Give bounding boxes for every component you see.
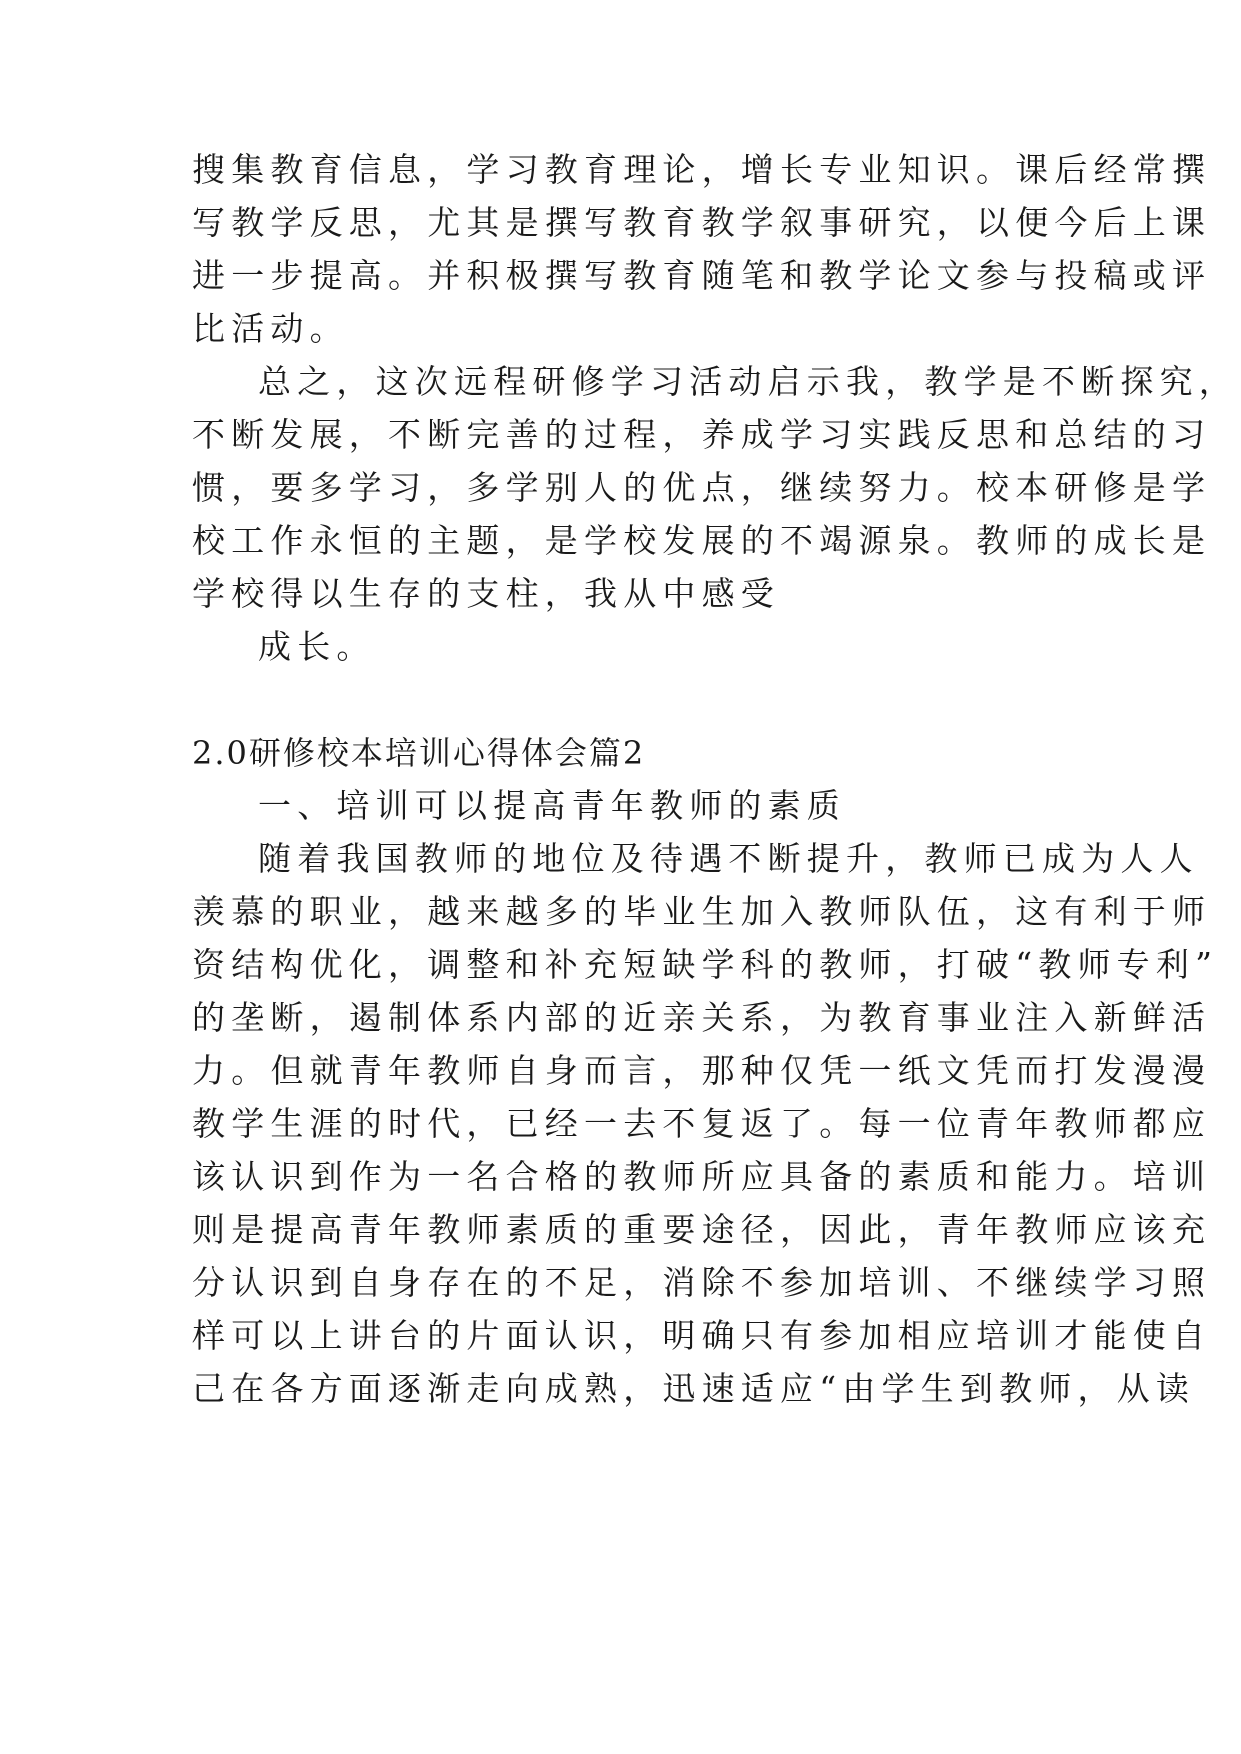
body-text-line: 进一步提高。并积极撰写教育随笔和教学论文参与投稿或评: [192, 256, 1212, 295]
body-text-line: 比活动。: [192, 309, 349, 348]
body-text-line: 不断发展，不断完善的过程，养成学习实践反思和总结的习: [192, 415, 1212, 454]
body-text-line: 资结构优化，调整和补充短缺学科的教师，打破“教师专利”: [192, 945, 1219, 984]
body-text-line: 羡慕的职业，越来越多的毕业生加入教师队伍，这有利于师: [192, 892, 1212, 931]
body-text-line: 己在各方面逐渐走向成熟，迅速适应“由学生到教师，从读: [192, 1369, 1196, 1408]
body-text-line: 的垄断，遏制体系内部的近亲关系，为教育事业注入新鲜活: [192, 998, 1212, 1037]
body-text-line: 则是提高青年教师素质的重要途径，因此，青年教师应该充: [192, 1210, 1212, 1249]
body-text-line: 教学生涯的时代，已经一去不复返了。每一位青年教师都应: [192, 1104, 1212, 1143]
body-text-line: 样可以上讲台的片面认识，明确只有参加相应培训才能使自: [192, 1316, 1212, 1355]
body-text-line: 分认识到自身存在的不足，消除不参加培训、不继续学习照: [192, 1263, 1212, 1302]
body-text-line: 总之，这次远程研修学习活动启示我，教学是不断探究，: [258, 362, 1238, 401]
body-text-line: 力。但就青年教师自身而言，那种仅凭一纸文凭而打发漫漫: [192, 1051, 1212, 1090]
subsection-heading: 一、培训可以提高青年教师的素质: [258, 786, 846, 825]
section-heading: 2.0研修校本培训心得体会篇2: [192, 734, 646, 772]
body-text-line: 搜集教育信息，学习教育理论，增长专业知识。课后经常撰: [192, 150, 1212, 189]
body-text-line: 惯，要多学习，多学别人的优点，继续努力。校本研修是学: [192, 468, 1212, 507]
body-text-line: 校工作永恒的主题，是学校发展的不竭源泉。教师的成长是: [192, 521, 1212, 560]
body-text-line: 学校得以生存的支柱，我从中感受: [192, 574, 780, 613]
body-text-line: 写教学反思，尤其是撰写教育教学叙事研究，以便今后上课: [192, 203, 1212, 242]
body-text-line: 随着我国教师的地位及待遇不断提升，教师已成为人人: [258, 839, 1199, 878]
body-text-line: 该认识到作为一名合格的教师所应具备的素质和能力。培训: [192, 1157, 1212, 1196]
body-text-line: 成长。: [258, 627, 376, 666]
